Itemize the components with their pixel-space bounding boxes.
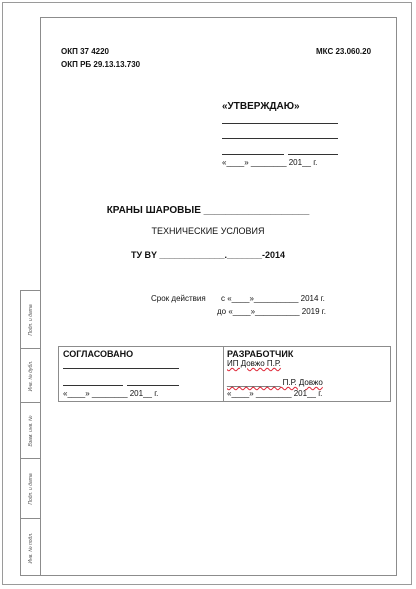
okp-code: ОКП 37 4220 (61, 47, 109, 56)
agreed-title: СОГЛАСОВАНО (63, 349, 134, 359)
approve-line (222, 138, 338, 139)
stamp-cell: Подп. и дата (21, 459, 40, 519)
developer-date: «____» ________ 201__ г. (227, 389, 323, 398)
agreed-date: «____» ________ 201__ г. (63, 389, 159, 398)
approve-date: «____» ________ 201__ г. (222, 158, 318, 167)
document-subtitle: ТЕХНИЧЕСКИЕ УСЛОВИЯ (151, 226, 265, 236)
document-frame (40, 17, 397, 576)
approval-table (58, 346, 391, 402)
developer-signature: ____________ П.Р. Довжо (227, 378, 323, 387)
mks-code: МКС 23.060.20 (316, 47, 372, 56)
validity-to: до «____»__________ 2019 г. (217, 307, 326, 316)
agreed-signature-line (63, 385, 123, 386)
validity-from: с «____»__________ 2014 г. (221, 294, 325, 303)
side-stamp (20, 290, 40, 576)
approve-title: «УТВЕРЖДАЮ» (222, 101, 300, 112)
validity-label: Срок действия (151, 294, 206, 303)
agreed-name-line (127, 385, 179, 386)
stamp-cell: Инв. № подл. (27, 531, 34, 564)
approve-name-line (288, 154, 338, 155)
approve-line (222, 123, 338, 124)
document-title: КРАНЫ ШАРОВЫЕ ___________________ (106, 205, 310, 216)
stamp-cell: Взам. инв. № (21, 403, 40, 459)
stamp-cell: Инв. № дубл. (21, 349, 40, 403)
table-divider (223, 347, 224, 402)
stamp-cell: Подп. и дата (21, 291, 40, 349)
document-code: ТУ BY _____________._______-2014 (130, 250, 286, 260)
okp-rb-code: ОКП РБ 29.13.13.730 (61, 60, 141, 69)
agreed-line (63, 368, 179, 369)
developer-org: ИП Довжо П.Р. (227, 359, 281, 368)
developer-title: РАЗРАБОТЧИК (227, 349, 294, 359)
approve-signature-line (222, 154, 284, 155)
